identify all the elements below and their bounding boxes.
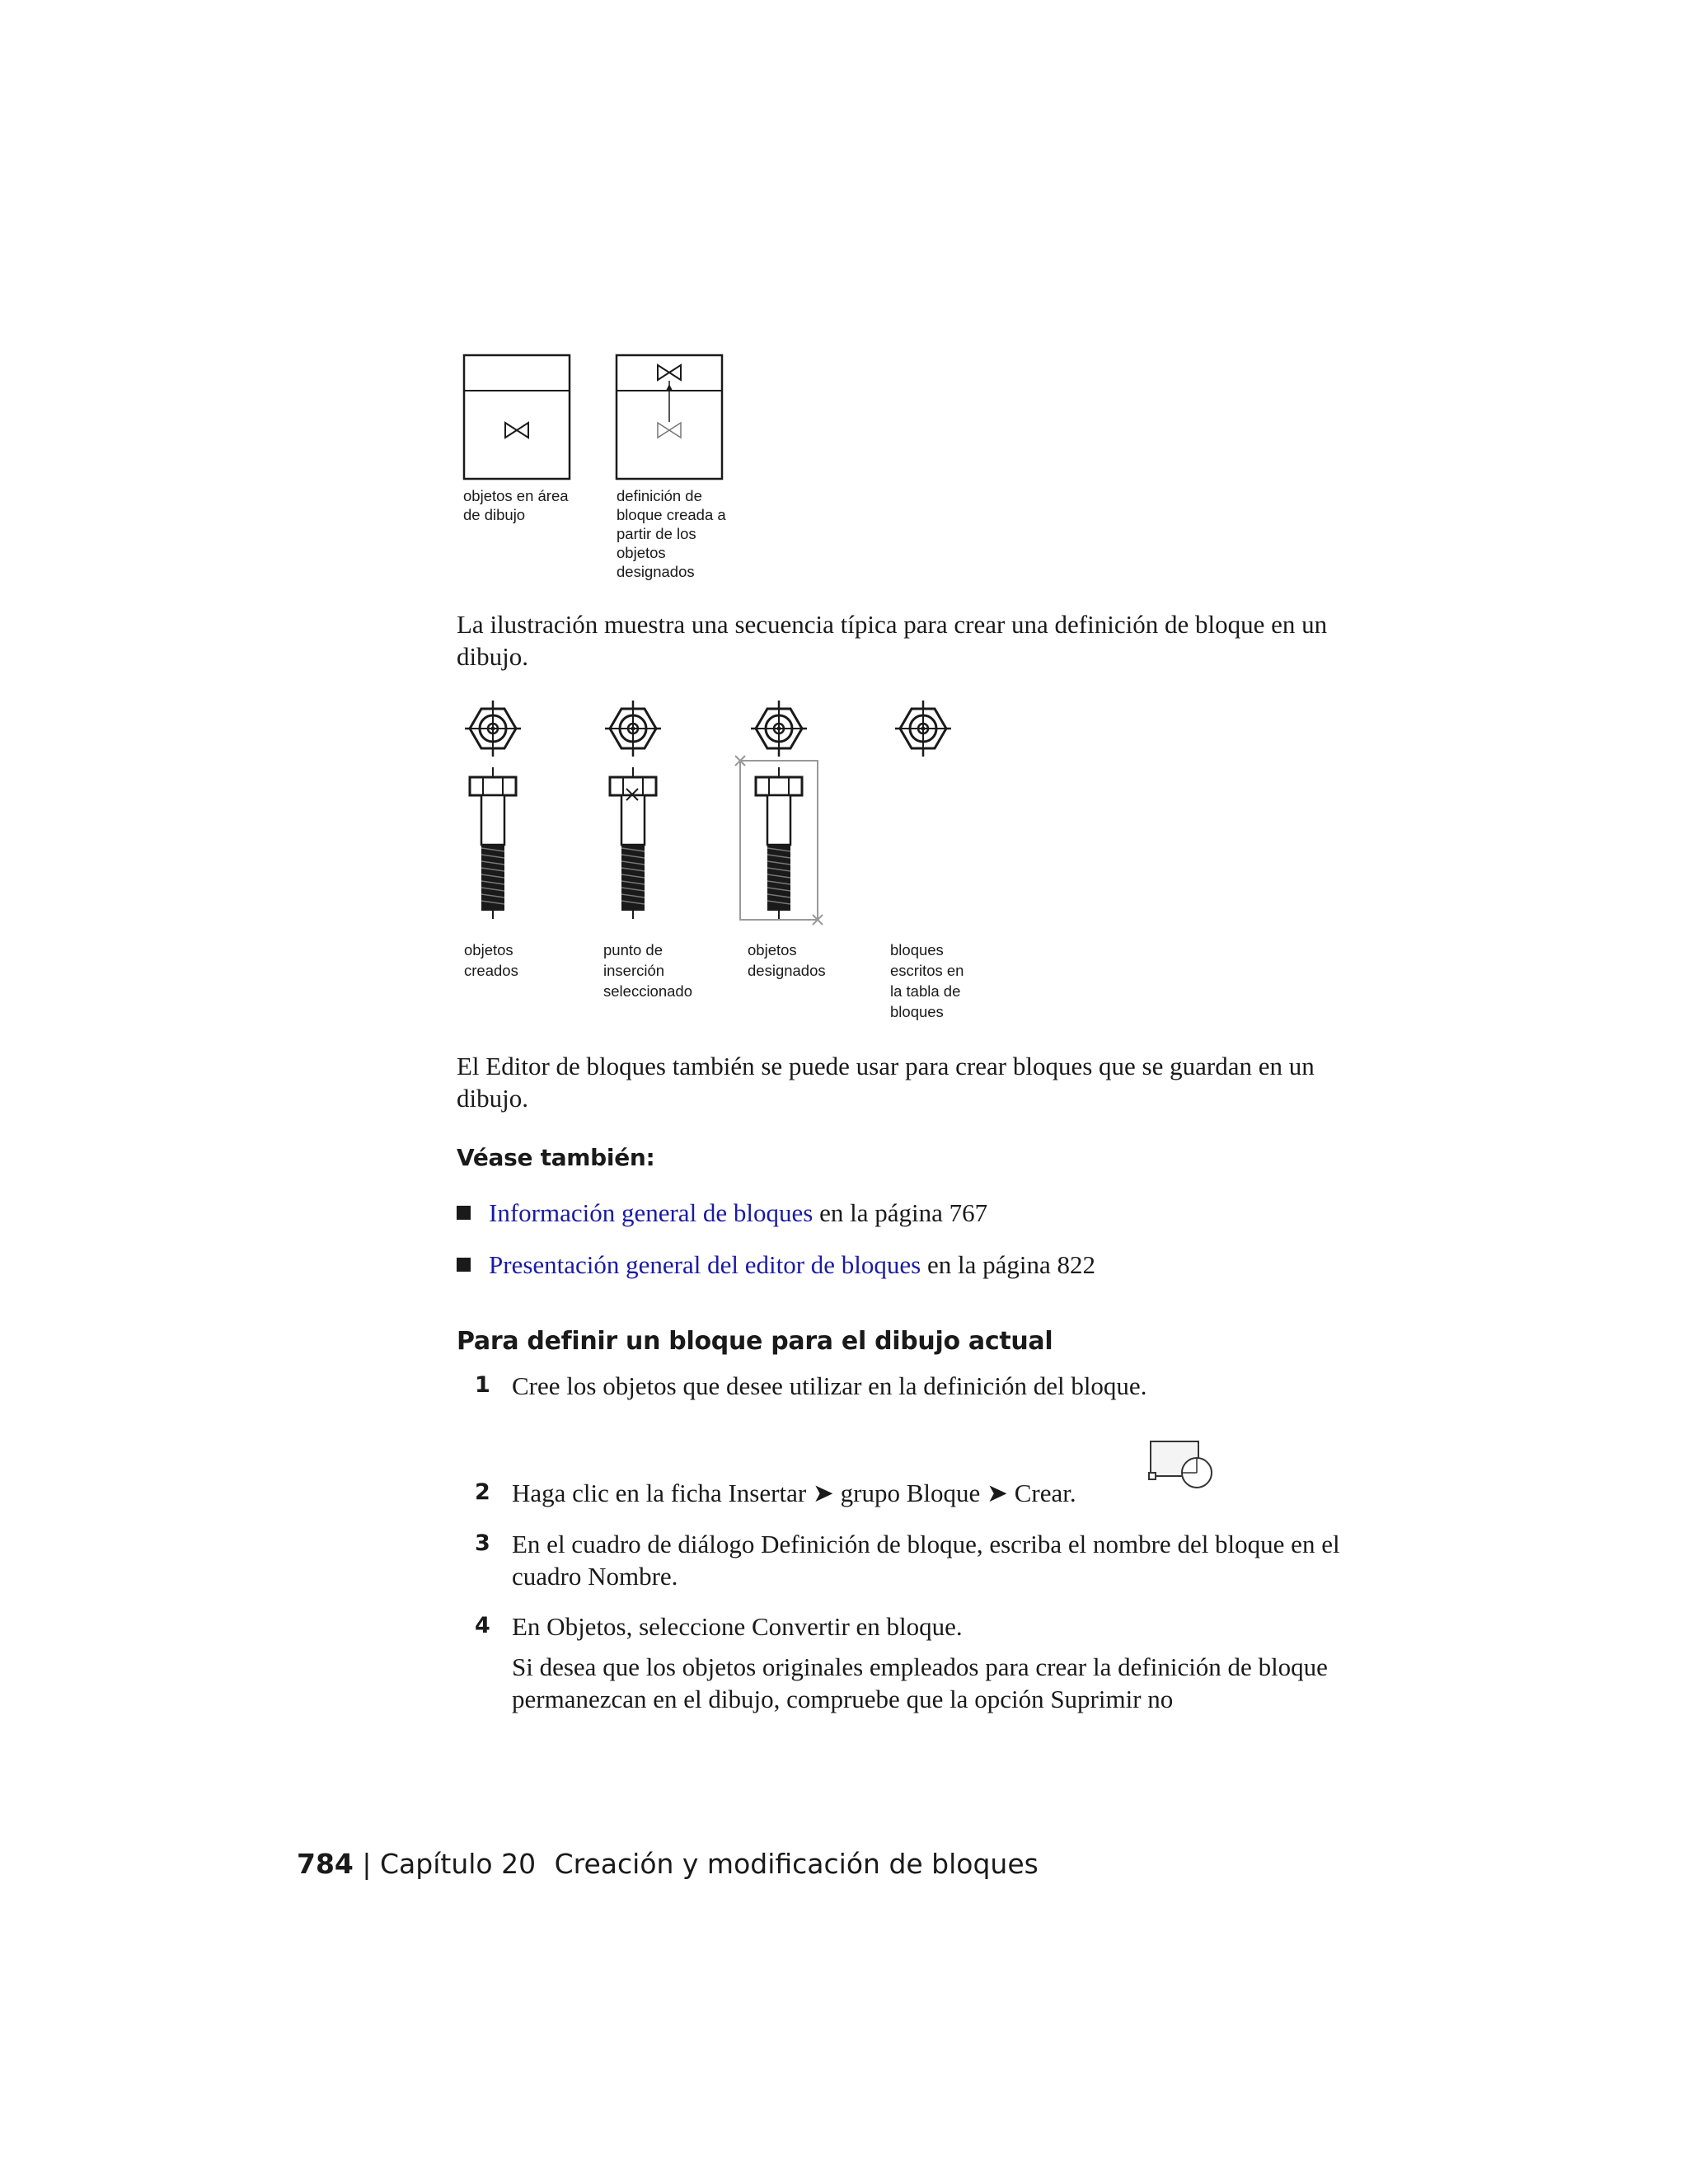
figure2-caption-2: punto de inserción seleccionado bbox=[603, 941, 692, 1000]
step-text: En el cuadro de diálogo Definición de bloque, escriba el nombre del bloque en el cuadro Nombre. bbox=[512, 1530, 1340, 1591]
page-footer bbox=[297, 1848, 1039, 1880]
see-also-item bbox=[457, 1249, 1095, 1281]
block-definition-diagram bbox=[462, 353, 742, 485]
valve-icon bbox=[505, 423, 528, 438]
step-note: Si desea que los objetos originales empleados para crear la definición de bloque permanezcan en el dibujo, compruebe que la opción Suprimir no bbox=[512, 1652, 1328, 1713]
page-reference: en la página 767 bbox=[813, 1198, 988, 1227]
step-text: Cree los objetos que desee utilizar en la definición del bloque. bbox=[512, 1371, 1147, 1400]
bullet-icon bbox=[457, 1206, 471, 1220]
paragraph-block-editor: El Editor de bloques también se puede usar para crear bloques que se guardan en un dibujo. bbox=[457, 1052, 1315, 1113]
procedure-heading: Para definir un bloque para el dibujo actual bbox=[457, 1327, 1053, 1356]
figure2-caption-4: bloques escritos en la tabla de bloques bbox=[890, 941, 964, 1020]
bolt-symbol bbox=[756, 767, 802, 919]
valve-icon bbox=[658, 423, 681, 438]
bolt-symbol bbox=[610, 767, 656, 919]
step-text: En Objetos, seleccione Convertir en bloque. bbox=[512, 1612, 963, 1641]
step-number: 4 bbox=[475, 1613, 490, 1638]
see-also-item bbox=[457, 1197, 987, 1229]
bolt-symbol bbox=[470, 767, 516, 919]
figure1-caption-2: definición de bloque creada a partir de los objetos designados bbox=[617, 487, 726, 580]
target-symbol bbox=[751, 701, 807, 757]
footer-separator: | bbox=[362, 1848, 372, 1880]
step-number: 1 bbox=[475, 1372, 490, 1398]
paragraph-intro: La ilustración muestra una secuencia típica para crear una definición de bloque en un dibujo. bbox=[457, 610, 1328, 671]
step-number: 3 bbox=[475, 1530, 490, 1556]
link-block-editor-overview[interactable]: Presentación general del editor de bloques bbox=[489, 1250, 921, 1279]
valve-icon bbox=[658, 365, 681, 380]
chapter-label: Capítulo 20 bbox=[380, 1848, 537, 1880]
figure-block-definition bbox=[462, 353, 742, 485]
target-symbol bbox=[605, 701, 661, 757]
bullet-icon bbox=[457, 1258, 471, 1272]
page-number: 784 bbox=[297, 1848, 354, 1880]
block-sequence-diagram bbox=[462, 696, 989, 935]
figure-block-sequence bbox=[462, 696, 989, 935]
page-reference: en la página 822 bbox=[921, 1250, 1095, 1279]
see-also-heading: Véase también: bbox=[457, 1144, 655, 1171]
link-block-overview[interactable]: Información general de bloques bbox=[489, 1198, 814, 1227]
figure2-caption-3: objetos designados bbox=[748, 941, 826, 979]
target-symbol bbox=[465, 701, 521, 757]
chapter-title: Creación y modificación de bloques bbox=[554, 1848, 1039, 1880]
figure2-caption-1: objetos creados bbox=[464, 941, 518, 979]
figure1-caption-1: objetos en área de dibujo bbox=[463, 487, 569, 523]
step-number: 2 bbox=[475, 1479, 490, 1505]
target-symbol bbox=[895, 701, 951, 757]
step-text: Haga clic en la ficha Insertar ➤ grupo Bloque ➤ Crear. bbox=[512, 1479, 1076, 1507]
